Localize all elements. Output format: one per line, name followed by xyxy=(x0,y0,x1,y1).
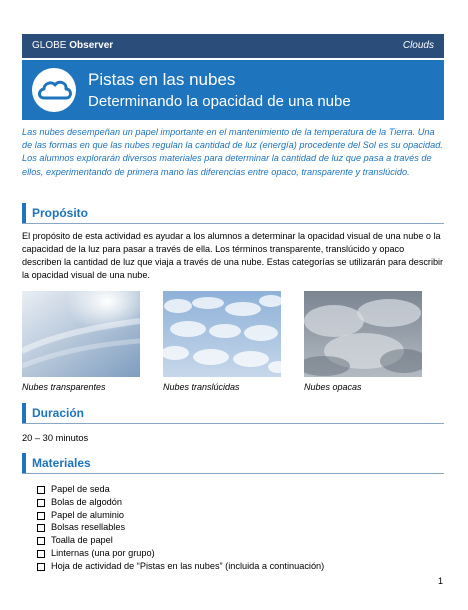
checkbox-icon xyxy=(37,550,45,558)
list-item: Toalla de papel xyxy=(37,534,324,547)
brand: GLOBE Observer xyxy=(32,40,114,51)
photo-transparent-clouds xyxy=(22,291,140,377)
section-purpose xyxy=(22,203,444,224)
page-subtitle: Determinando la opacidad de una nube xyxy=(88,93,351,110)
checkbox-icon xyxy=(37,537,45,545)
list-item: Papel de aluminio xyxy=(37,509,324,522)
checkbox-icon xyxy=(37,512,45,520)
section-duration xyxy=(22,403,444,424)
section-heading: Duración xyxy=(32,406,85,420)
cloud-icon xyxy=(32,68,76,112)
duration-text: 20 – 30 minutos xyxy=(22,433,89,443)
section-heading: Materiales xyxy=(32,456,91,470)
photo-caption: Nubes translúcidas xyxy=(163,382,240,392)
list-item: Hoja de actividad de “Pistas en las nubes” (incluida a continuación) xyxy=(37,560,324,573)
header-bar xyxy=(22,34,444,58)
checkbox-icon xyxy=(37,563,45,571)
purpose-text: El propósito de esta actividad es ayudar a los alumnos a determinar la opacidad visual de una nube o la capacidad de la luz para pasar a través de ella. Los términos transparente, translúcido y opaco describen la cantidad de luz que viaja a través de una nube. Estas categorías se utilizarán para describir la opacidad visual de una nube. xyxy=(22,231,444,280)
checkbox-icon xyxy=(37,524,45,532)
section-marker xyxy=(22,453,26,473)
section-marker xyxy=(22,403,26,423)
section-heading: Propósito xyxy=(32,206,88,220)
section-marker xyxy=(22,203,26,223)
photo-caption: Nubes opacas xyxy=(304,382,362,392)
header-tag: Clouds xyxy=(402,40,434,51)
photo-opaque-clouds xyxy=(304,291,422,377)
photo-translucent-clouds xyxy=(163,291,281,377)
list-item: Bolsas resellables xyxy=(37,521,324,534)
page-title: Pistas en las nubes xyxy=(88,70,236,89)
section-materials xyxy=(22,453,444,474)
checkbox-icon xyxy=(37,499,45,507)
title-banner xyxy=(22,60,444,120)
photo-caption: Nubes transparentes xyxy=(22,382,106,392)
intro-text: Las nubes desempeñan un papel importante en el mantenimiento de la temperatura de la Tierra. Una de las formas en que las nubes regulan la cantidad de luz (energía) procedente del Sol es su opacidad. Los alumnos explorarán diversos materiales para determinar la cantidad de luz que pasa a través de ellos, experimentando de primera mano las diferencias entre opaco, transparente y translúcido. xyxy=(22,127,443,177)
list-item: Linternas (una por grupo) xyxy=(37,547,324,560)
checkbox-icon xyxy=(37,486,45,494)
page-number: 1 xyxy=(438,576,444,586)
materials-list xyxy=(37,483,324,573)
list-item: Papel de seda xyxy=(37,483,324,496)
list-item: Bolas de algodón xyxy=(37,496,324,509)
